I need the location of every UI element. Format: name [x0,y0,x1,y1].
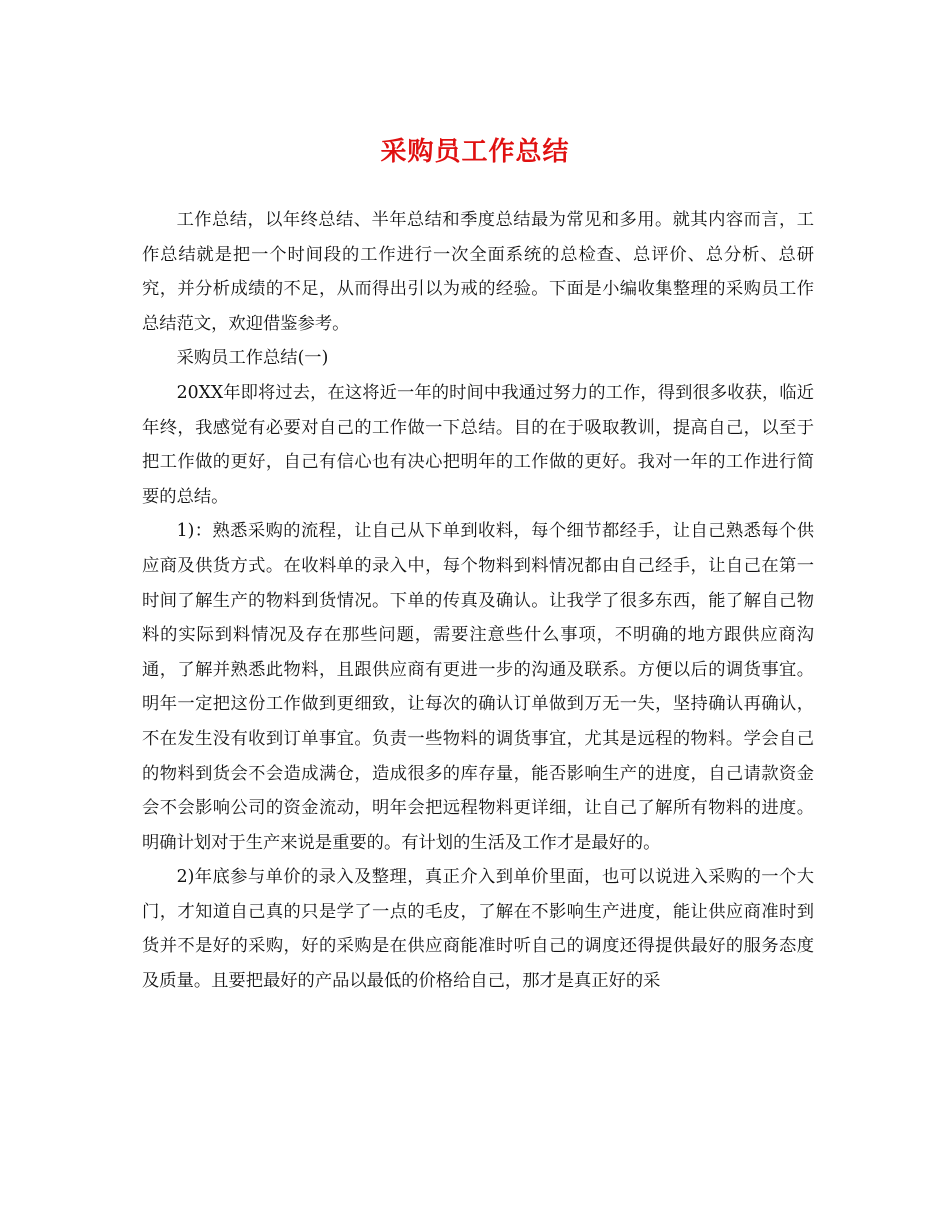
section-heading: 采购员工作总结(一) [176,348,329,369]
paragraph-point-2: 2)年底参与单价的录入及整理，真正介入到单价里面，也可以说进入采购的一个大门，才知道自己真的只是学了一点的毛皮，了解在不影响生产进度，能让供应商准时到货并不是好的采购，好的采购是在供应商能准时听自己的调度还得提供最好的服务态度及质量。且要把最好的产品以最低的价格给自己，那才是真正好的采 [142,867,814,992]
paragraph-intro: 工作总结，以年终总结、半年总结和季度总结最为常见和多用。就其内容而言，工作总结就是把一个时间段的工作进行一次全面系统的总检查、总评价、总分析、总研究，并分析成绩的不足，从而得出引以为戒的经验。下面是小编收集整理的采购员工作总结范文，欢迎借鉴参考。 [142,210,814,334]
paragraph-overview: 20XX年即将过去，在这将近一年的时间中我通过努力的工作，得到很多收获，临近年终，我感觉有必要对自己的工作做一下总结。目的在于吸取教训，提高自己，以至于把工作做的更好，自己有信心也有决心把明年的工作做的更好。我对一年的工作进行简要的总结。 [142,382,814,507]
document-body [142,203,814,999]
document-title: 采购员工作总结 [380,137,570,167]
paragraph-point-1: 1)：熟悉采购的流程，让自己从下单到收料，每个细节都经手，让自己熟悉每个供应商及供货方式。在收料单的录入中，每个物料到料情况都由自己经手，让自己在第一时间了解生产的物料到货情况。下单的传真及确认。让我学了很多东西，能了解自己物料的实际到料情况及存在那些问题，需要注意些什么事项，不明确的地方跟供应商沟通，了解并熟悉此物料，且跟供应商有更进一步的沟通及联系。方便以后的调货事宜。明年一定把这份工作做到更细致，让每次的确认订单做到万无一失，坚持确认再确认，不在发生没有收到订单事宜。负责一些物料的调货事宜，尤其是远程的物料。学会自己的物料到货会不会造成满仓，造成很多的库存量，能否影响生产的进度，自己请款资金会不会影响公司的资金流动，明年会把远程物料更详细，让自己了解所有物料的进度。明确计划对于生产来说是重要的。有计划的生活及工作才是最好的。 [142,521,814,853]
